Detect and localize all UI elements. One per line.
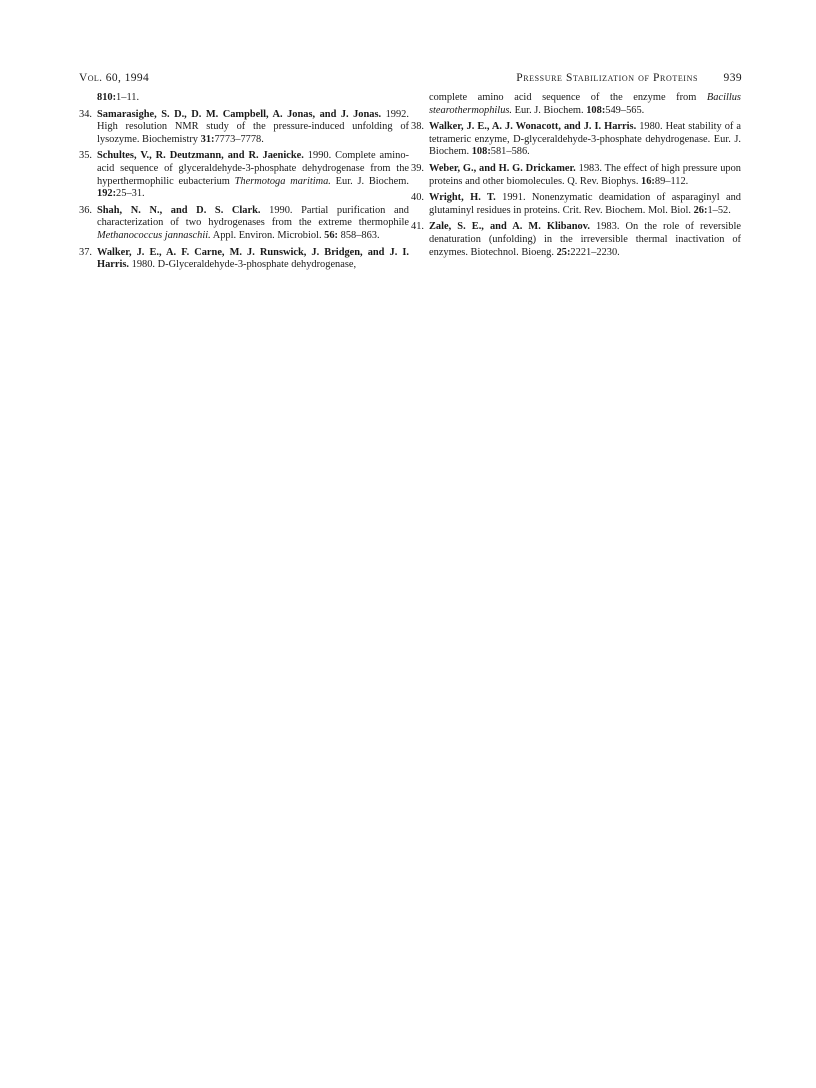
reference-continuation (411, 92, 741, 117)
reference-40 (411, 192, 741, 217)
volume-number: 31: (200, 133, 215, 145)
reference-text: 1991. Nonenzymatic deamidation of asparaginyl and glutaminyl residues in proteins. Crit. Rev. Biochem. Mol. Biol. (429, 192, 741, 216)
volume-number: 810: (97, 92, 117, 103)
species-name: Thermotoga maritima. (234, 175, 331, 187)
reference-text: 1992. High resolution NMR study of the pressure-induced unfolding of lysozyme. Biochemistry (97, 108, 409, 145)
volume-number: 26: (693, 204, 708, 216)
page-number: 939 (723, 72, 742, 84)
volume-number: 108: (586, 104, 606, 116)
volume-number: 192: (97, 188, 117, 200)
reference-36 (79, 205, 409, 243)
reference-authors: Weber, G., and H. G. Drickamer. (429, 162, 576, 174)
reference-authors: Zale, S. E., and A. M. Klibanov. (429, 221, 590, 233)
reference-authors: Walker, J. E., A. J. Wonacott, and J. I. Harris. (429, 121, 637, 133)
page-range: 1–52. (707, 204, 731, 216)
page-range: 25–31. (116, 188, 145, 200)
volume-number: 25: (556, 246, 571, 258)
page-range: 549–565. (605, 104, 645, 116)
reference-authors: Schultes, V., R. Deutzmann, and R. Jaenicke. (97, 150, 304, 162)
reference-number: 41. (411, 221, 424, 233)
reference-text: 1983. The effect of high pressure upon proteins and other biomolecules. Q. Rev. Biophys. (429, 162, 741, 187)
journal-name: Eur. J. Biochem. (514, 104, 584, 116)
journal-name: Eur. J. Biochem. (335, 175, 409, 187)
reference-number: 35. (79, 150, 92, 162)
volume-number: 108: (471, 146, 491, 158)
reference-text: 1990. Complete amino-acid sequence of glyceraldehyde-3-phosphate dehydrogenase from the hyperthermophilic eubacterium (97, 150, 409, 187)
reference-text: 1980. Heat stability of a tetrameric enzyme, D-glyceraldehyde-3-phosphate dehydrogenase. Eur. J. Biochem. (429, 121, 741, 158)
reference-authors: Samarasighe, S. D., D. M. Campbell, A. Jonas, and J. Jonas. (97, 108, 382, 120)
reference-authors: Shah, N. N., and D. S. Clark. (97, 204, 261, 216)
reference-number: 34. (79, 108, 92, 120)
species-name: Methanococcus jannaschii. (97, 229, 211, 241)
volume-number: 56: (324, 229, 339, 241)
page-range: 1–11. (116, 92, 140, 103)
volume-number: 16: (641, 175, 655, 187)
reference-continuation (79, 92, 409, 105)
page-range: 858–863. (340, 229, 380, 241)
volume-label: Vol. 60, 1994 (79, 72, 150, 84)
reference-34 (79, 109, 409, 147)
page-range: 2221–2230. (570, 246, 620, 258)
reference-35 (79, 150, 409, 200)
reference-38 (411, 121, 741, 159)
page-range: 581–586. (490, 146, 530, 158)
page-range: 7773–7778. (214, 133, 264, 145)
reference-number: 40. (411, 192, 424, 204)
journal-name: Appl. Environ. Microbiol. (212, 229, 322, 241)
running-header (79, 72, 742, 88)
reference-number: 39. (411, 162, 424, 174)
reference-41 (411, 221, 741, 259)
species-name: Bacillus stearothermophilus. (429, 92, 741, 116)
reference-authors: Wright, H. T. (429, 192, 496, 204)
reference-authors: Walker, J. E., A. F. Carne, M. J. Runswick, J. Bridgen, and J. I. Harris. (97, 246, 409, 271)
reference-text: 1983. On the role of reversible denaturation (unfolding) in the irreversible thermal inactivation of enzymes. Biotechnol. Bioeng. (429, 221, 741, 258)
reference-text: complete amino acid sequence of the enzyme from (429, 92, 697, 103)
reference-text: 1990. Partial purification and characterization of two hydrogenases from the extreme thermophile (97, 204, 409, 229)
reference-number: 38. (411, 121, 424, 133)
reference-number: 36. (79, 204, 92, 216)
reference-number: 37. (79, 246, 92, 258)
references-right-column (411, 92, 741, 263)
reference-39 (411, 163, 741, 188)
reference-text: 1980. D-Glyceraldehyde-3-phosphate dehydrogenase, (131, 259, 357, 271)
page-range: 89–112. (654, 175, 689, 187)
running-title: Pressure Stabilization of Proteins (516, 72, 698, 84)
reference-37 (79, 247, 409, 272)
references-left-column (79, 92, 409, 276)
